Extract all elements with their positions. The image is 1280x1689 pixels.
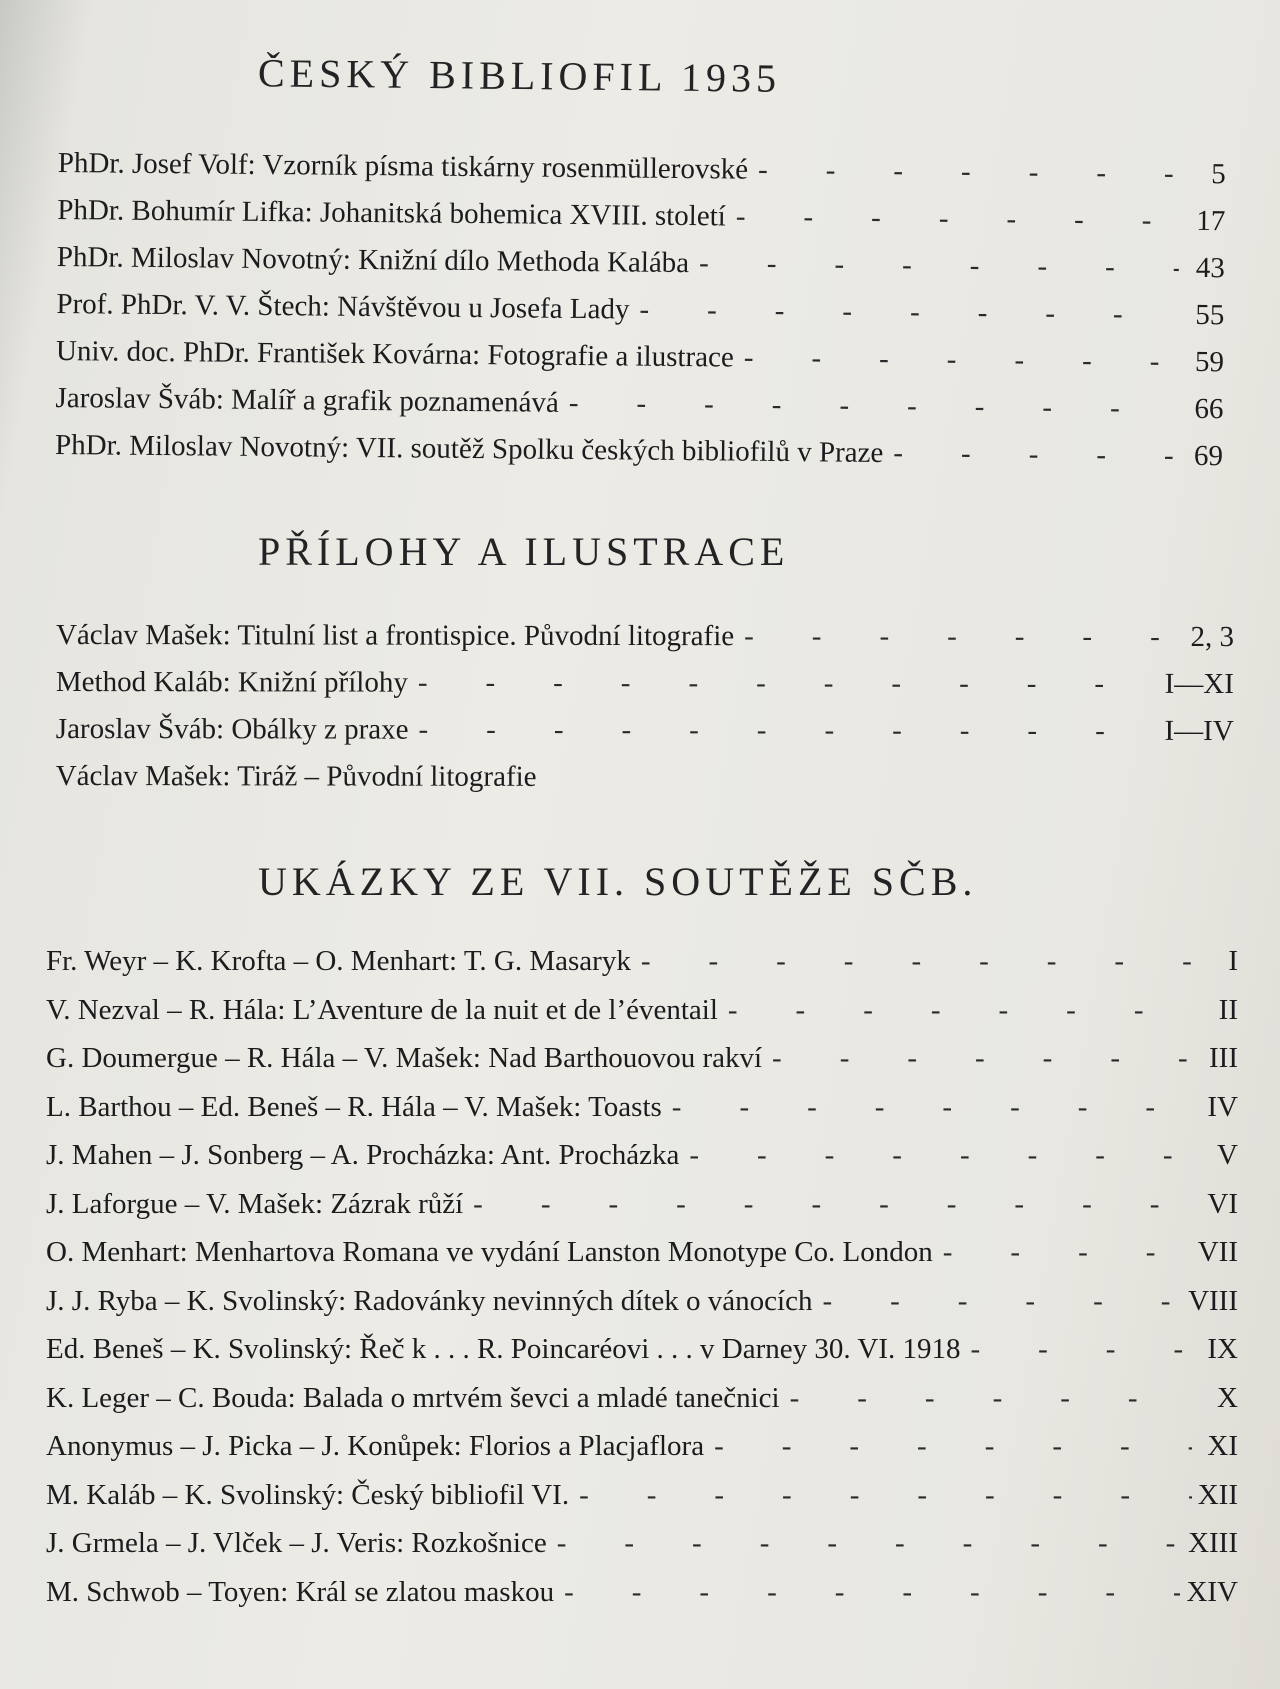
toc-entry xyxy=(56,612,1234,661)
entry-title: O. Menhart: Menhartova Romana ve vydání Lanston Monotype Co. London xyxy=(46,1236,933,1268)
toc-entry xyxy=(46,986,1238,1035)
entry-title: Jaroslav Šváb: Malíř a grafik poznamenává xyxy=(55,381,559,419)
page-number: IV xyxy=(1207,1090,1238,1123)
entry-title: Fr. Weyr – K. Krofta – O. Menhart: T. G. Masaryk xyxy=(46,945,631,977)
dot-leader xyxy=(790,1374,1192,1423)
toc-entry xyxy=(56,659,1234,708)
entry-title: Method Kaláb: Knižní přílohy xyxy=(55,665,408,699)
entry-title: Václav Mašek: Titulní list a frontispice. Původní litografie xyxy=(55,619,735,653)
page-number: 66 xyxy=(1194,392,1224,426)
dot-leader xyxy=(418,660,1159,708)
entry-title: L. Barthou – Ed. Beneš – R. Hála – V. Mašek: Toasts xyxy=(46,1090,662,1123)
page-number: IX xyxy=(1207,1333,1238,1365)
entry-title: Jaroslav Šváb: Obálky z praxe xyxy=(55,712,409,746)
page-number: XI xyxy=(1207,1430,1238,1462)
page-number: VIII xyxy=(1188,1284,1238,1317)
page-number: X xyxy=(1217,1381,1238,1414)
dot-leader xyxy=(579,1471,1192,1520)
dot-leader xyxy=(639,287,1178,339)
dot-leader xyxy=(893,430,1177,480)
dot-leader xyxy=(418,707,1158,755)
toc-entry xyxy=(46,1131,1238,1180)
dot-leader xyxy=(772,1034,1192,1083)
toc-entry xyxy=(46,1471,1238,1520)
entry-title: Václav Mašek: Tiráž – Původní litografie xyxy=(55,759,537,793)
entry-title: J. Mahen – J. Sonberg – A. Procházka: Ant. Procházka xyxy=(46,1139,680,1171)
toc-entry xyxy=(56,706,1234,755)
entry-title: J. Grmela – J. Vlček – J. Veris: Rozkošnice xyxy=(46,1527,547,1559)
contents-list xyxy=(55,140,1226,480)
dot-leader xyxy=(641,937,1192,986)
page-number: VII xyxy=(1197,1236,1238,1268)
contents-list xyxy=(46,937,1238,1616)
toc-entry xyxy=(46,1277,1238,1326)
entry-title: J. Laforgue – V. Mašek: Zázrak růží xyxy=(46,1187,464,1220)
toc-entry xyxy=(46,1228,1238,1277)
section-heading-cesky-bibliofil: ČESKÝ BIBLIOFIL 1935 xyxy=(257,50,782,101)
dot-leader xyxy=(473,1180,1192,1229)
page-number: 17 xyxy=(1196,204,1226,238)
toc-entry xyxy=(46,1519,1238,1568)
entry-title: PhDr. Miloslav Novotný: VII. soutěž Spolku českých bibliofilů v Praze xyxy=(54,428,884,469)
entry-title: M. Schwob – Toyen: Král se zlatou maskou xyxy=(46,1575,555,1608)
toc-entry xyxy=(56,753,1234,802)
section-heading-ukazky: UKÁZKY ZE VII. SOUTĚŽE SČB. xyxy=(258,859,978,904)
page-number: 69 xyxy=(1193,439,1224,473)
toc-entry xyxy=(46,1325,1238,1374)
entry-title: Univ. doc. PhDr. František Kovárna: Fotografie a ilustrace xyxy=(55,334,734,374)
page-number: 59 xyxy=(1194,345,1225,379)
toc-entry xyxy=(46,1374,1238,1423)
toc-entry xyxy=(46,1034,1238,1083)
entry-title: G. Doumergue – R. Hála – V. Mašek: Nad Barthouovou rakví xyxy=(46,1042,763,1074)
page-number: XIV xyxy=(1186,1575,1238,1608)
toc-entry xyxy=(55,422,1223,480)
dot-leader xyxy=(699,240,1179,292)
page-number: III xyxy=(1209,1042,1238,1074)
dot-leader xyxy=(557,1519,1182,1568)
entry-title: PhDr. Miloslav Novotný: Knižní dílo Methoda Kalába xyxy=(56,240,690,280)
toc-entry xyxy=(46,1568,1238,1617)
entry-title: Anonymus – J. Picka – J. Konůpek: Florios a Placjaflora xyxy=(46,1430,705,1462)
dot-leader xyxy=(672,1083,1192,1132)
entry-title: Prof. PhDr. V. V. Štech: Návštěvou u Josefa Lady xyxy=(56,287,630,326)
toc-entry xyxy=(46,937,1238,986)
page-number: I xyxy=(1228,945,1238,977)
page-number: XIII xyxy=(1188,1527,1238,1559)
page-number: 55 xyxy=(1195,298,1225,332)
dot-leader xyxy=(822,1277,1182,1326)
entry-title: Ed. Beneš – K. Svolinský: Řeč k . . . R. Poincaréovi . . . v Darney 30. VI. 1918 xyxy=(46,1333,961,1365)
section-heading-prilohy: PŘÍLOHY A ILUSTRACE xyxy=(258,529,790,574)
dot-leader xyxy=(744,335,1179,386)
contents-list xyxy=(56,612,1234,802)
dot-leader xyxy=(569,380,1178,433)
dot-leader xyxy=(736,194,1180,245)
dot-leader xyxy=(758,147,1180,198)
toc-entry xyxy=(46,1083,1238,1132)
toc-entry xyxy=(46,1422,1238,1471)
page-number: I—IV xyxy=(1164,714,1234,748)
page-number: 43 xyxy=(1195,251,1225,285)
entry-title: M. Kaláb – K. Svolinský: Český bibliofil VI. xyxy=(46,1478,570,1511)
dot-leader xyxy=(744,613,1184,661)
dot-leader xyxy=(714,1422,1192,1471)
page-number: II xyxy=(1218,993,1238,1026)
entry-title: K. Leger – C. Bouda: Balada o mrtvém ševci a mladé tanečnici xyxy=(46,1381,780,1414)
page-number: XII xyxy=(1197,1478,1238,1511)
page-number: VI xyxy=(1207,1187,1238,1220)
entry-title: PhDr. Josef Volf: Vzorník písma tiskárny rosenmüllerovské xyxy=(57,146,749,186)
page-number: 5 xyxy=(1211,158,1226,191)
page-number: V xyxy=(1217,1139,1238,1171)
entry-title: J. J. Ryba – K. Svolinský: Radovánky nevinných dítek o vánocích xyxy=(46,1284,813,1317)
dot-leader xyxy=(564,1568,1180,1617)
dot-leader xyxy=(728,986,1192,1035)
dot-leader xyxy=(970,1325,1192,1374)
dot-leader xyxy=(689,1131,1192,1180)
toc-entry xyxy=(46,1180,1238,1229)
entry-title: V. Nezval – R. Hála: L’Aventure de la nuit et de l’éventail xyxy=(46,993,718,1026)
dot-leader xyxy=(943,1228,1192,1277)
page-number: 2, 3 xyxy=(1190,620,1234,654)
page-number: I—XI xyxy=(1164,667,1234,701)
entry-title: PhDr. Bohumír Lifka: Johanitská bohemica XVIII. století xyxy=(57,193,726,233)
